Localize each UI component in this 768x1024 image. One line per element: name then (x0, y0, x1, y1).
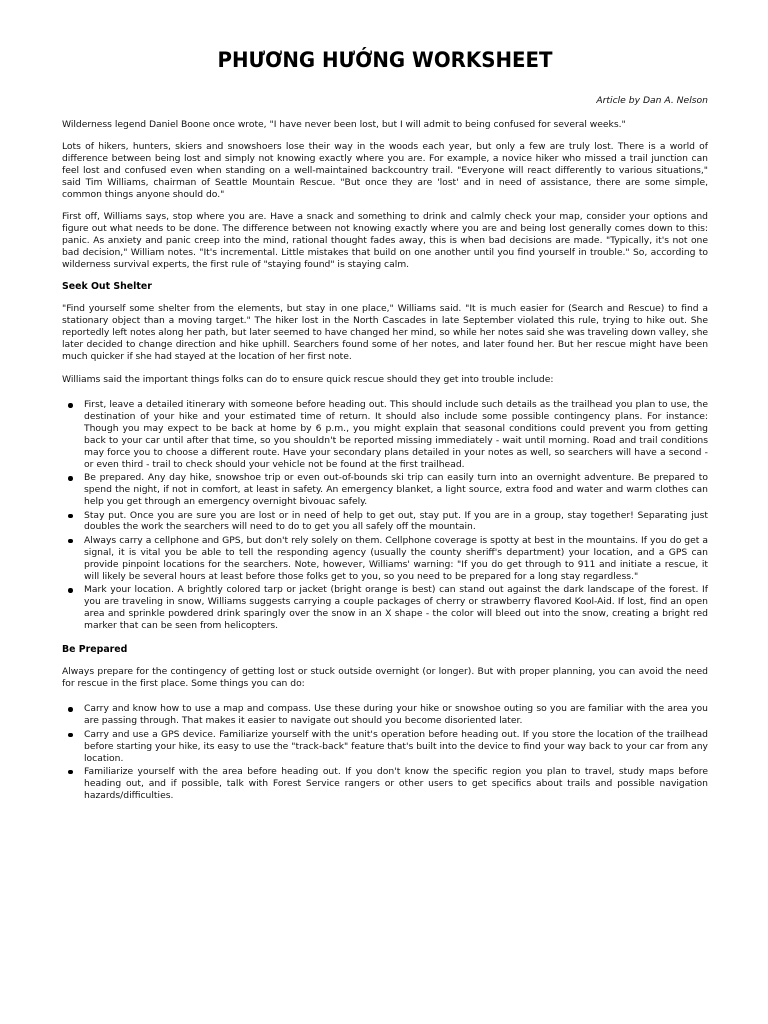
list-item: Stay put. Once you are sure you are lost or in need of help to get out, stay put. If you are in a group, stay together! Separating just doubles the work the searchers will need to do to get you all safely off the mountain. (62, 510, 708, 534)
byline: Article by Dan A. Nelson (596, 95, 708, 106)
list-item: Mark your location. A brightly colored tarp or jacket (bright orange is best) can stand out against the dark landscape of the forest. If you are traveling in snow, Williams suggests carrying a couple packages of cherry or strawberry flavored Kool-Aid. If lost, find an open area and sprinkle powdered drink sparingly over the snow in an X shape - the color will bleed out into the snow, creating a bright red marker that can be seen from helicopters. (62, 584, 708, 632)
prepared-bullet-list (62, 703, 708, 801)
intro-paragraph: Lots of hikers, hunters, skiers and snowshoers lose their way in the woods each year, but only a few are truly lost. There is a world of difference between being lost and simply not knowing exactly where you are. For example, a novice hiker who missed a trail junction can feel lost and confused even when standing on a well-maintained backcountry trail. "Everyone will react differently to various situations," said Tim Williams, chairman of Seattle Mountain Rescue. "But once they are 'lost' and in need of assistance, there are some simple, common things anyone should do." (62, 141, 708, 201)
section-paragraph: "Find yourself some shelter from the elements, but stay in one place," Williams said. "It is much easier for (Search and Rescue) to find a stationary object than a moving target." The hiker lost in the North Cascades in late September violated this rule, trying to hike out. She reportedly left notes along her path, but later seemed to have changed her mind, so while her notes said she was traveling down valley, she later decided to change direction and hike uphill. Searchers found some of her notes, and later found her. But her rescue might have been much quicker if she had stayed at the location of her first note. (62, 303, 708, 363)
list-item: Familiarize yourself with the area before heading out. If you don't know the specific region you plan to travel, study maps before heading out, and if possible, talk with Forest Service rangers or other users to get specifics about trails and possible navigation hazards/difficulties. (62, 766, 708, 802)
intro-paragraph: First off, Williams says, stop where you are. Have a snack and something to drink and calmly check your map, consider your options and figure out what needs to be done. The difference between not knowing exactly where you are and being lost generally comes down to this: panic. As anxiety and panic creep into the mind, rational thought fades away, this is when bad decisions are made. "Typically, it's not one bad decision," William notes. "It's incremental. Little mistakes that build on one another until you find yourself in trouble." So, according to wilderness survival experts, the first rule of "staying found" is staying calm. (62, 211, 708, 271)
section-paragraph: Always prepare for the contingency of getting lost or stuck outside overnight (or longer). But with proper planning, you can avoid the need for rescue in the first place. Some things you can do: (62, 665, 708, 689)
section-heading-seek-out-shelter: Seek Out Shelter (62, 281, 152, 293)
list-item: Always carry a cellphone and GPS, but don't rely solely on them. Cellphone coverage is spotty at best in the mountains. If you do get a signal, it is vital you be able to tell the responding agency (usually the county sheriff's department) your location, and a GPS can provide pinpoint locations for the searchers. Note, however, Williams' warning: "If you do get through to 911 and initiate a rescue, it will likely be several hours at least before those folks get to you, so you need to be prepared for a long stay regardless." (62, 535, 708, 583)
section-paragraph: Williams said the important things folks can do to ensure quick rescue should they get into trouble include: (62, 373, 554, 385)
list-item: First, leave a detailed itinerary with someone before heading out. This should include such details as the trailhead you plan to use, the destination of your hike and your estimated time of return. It should also include some possible contingency plans. For instance: Though you may expect to be back at home by 6 p.m., you might explain that seasonal conditions could prevent you from getting back to your car until after that time, so you shouldn't be reported missing immediately - wait until morning. Road and trail conditions may force you to choose a different route. Have your secondary plans detailed in your notes as well, so searchers will have a second - or even third - trail to check should your vehicle not be found at the first trailhead. (62, 399, 708, 470)
article-body (62, 119, 708, 812)
list-item: Be prepared. Any day hike, snowshoe trip or even out-of-bounds ski trip can easily turn into an overnight adventure. Be prepared to spend the night, if not in comfort, at least in safety. An emergency blanket, a light source, extra food and water and warm clothes can help you get through an emergency overnight bivouac safely. (62, 472, 708, 508)
page-title: PHƯƠNG HƯỚNG WORKSHEET (217, 48, 553, 73)
intro-paragraph: Wilderness legend Daniel Boone once wrote, "I have never been lost, but I will admit to being confused for several weeks." (62, 119, 626, 130)
list-item: Carry and use a GPS device. Familiarize yourself with the unit's operation before heading out. If you store the location of the trailhead before starting your hike, its easy to use the "track-back" feature that's built into the device to find your way back to your car from any location. (62, 729, 708, 765)
list-item: Carry and know how to use a map and compass. Use these during your hike or snowshoe outing so you are familiar with the area you are passing through. That makes it easier to navigate out should you become disoriented later. (62, 703, 708, 727)
shelter-bullet-list (62, 399, 708, 631)
section-heading-be-prepared: Be Prepared (62, 643, 128, 655)
